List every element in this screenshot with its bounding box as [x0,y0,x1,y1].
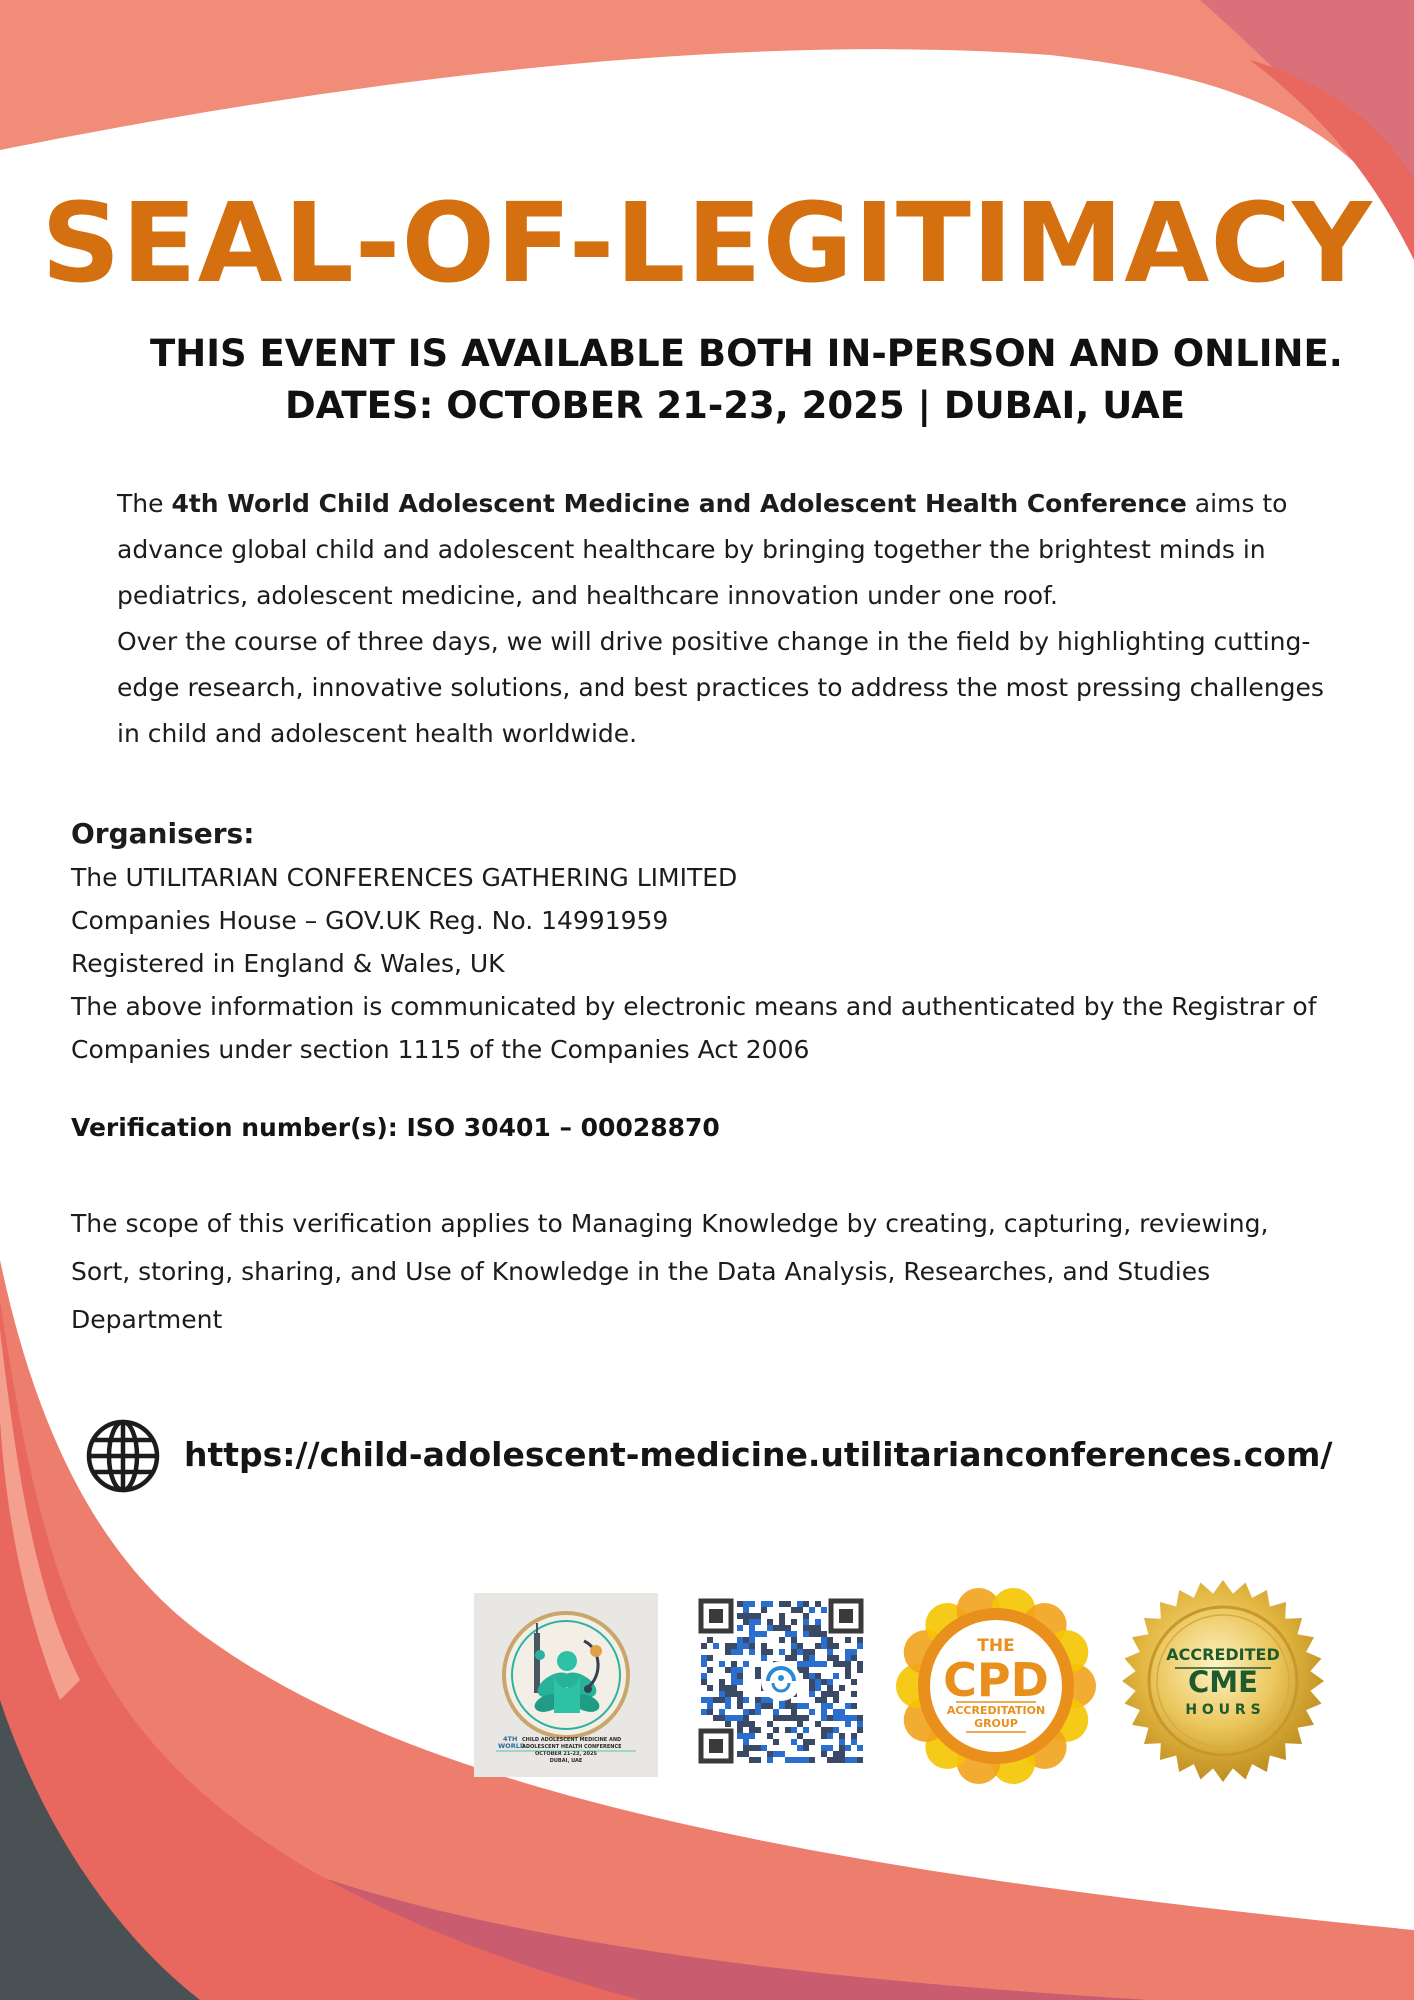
cpd-group: GROUP [974,1717,1018,1730]
cme-accredited: ACCREDITED [1166,1645,1280,1664]
cme-text: CME [1188,1665,1258,1699]
logo-line-4th: 4TH [503,1735,518,1743]
cpd-accreditation: ACCREDITATION [946,1704,1046,1717]
availability-line: THIS EVENT IS AVAILABLE BOTH IN-PERSON AND ONLINE. [150,332,1343,375]
verification-number: Verification number(s): ISO 30401 – 00028870 [71,1113,720,1142]
website-link[interactable]: https://child-adolescent-medicine.utilitarianconferences.com/ [184,1435,1333,1474]
conference-name: 4th World Child Adolescent Medicine and Adolescent Health Conference [171,489,1187,518]
intro-paragraph [117,481,1337,619]
organisers-section [71,812,1341,1071]
verification-scope: The scope of this verification applies to Managing Knowledge by creating, capturing, reviewing, Sort, storing, sharing, and Use of Knowledge in the Data Analysis, Researches, and Studies Department [71,1209,1269,1334]
logo-line-6: DUBAI, UAE [549,1758,583,1764]
intro-rest: aims to advance global child and adolescent healthcare by bringing together the brightest minds in pediatrics, adolescent medicine, and healthcare innovation under one roof. [117,489,1288,610]
cpd-accreditation-badge [894,1584,1098,1788]
logo-line-5: OCTOBER 21-23, 2025 [535,1751,597,1757]
registered-location: Registered in England & Wales, UK [71,949,505,978]
cpd-text: CPD [943,1653,1049,1707]
page-title: SEAL-OF-LEGITIMACY [41,179,1373,307]
intro-section [117,481,1337,757]
cme-hours-seal [1120,1578,1326,1784]
qr-code[interactable] [698,1598,864,1764]
registration-number: Companies House – GOV.UK Reg. No. 14991959 [71,906,669,935]
logo-line-4: ADOLESCENT HEALTH CONFERENCE [522,1744,622,1750]
logo-line-3: CHILD ADOLESCENT MEDICINE AND [522,1737,622,1743]
dates-line: DATES: OCTOBER 21-23, 2025 | DUBAI, UAE [284,384,1186,427]
organisers-heading: Organisers: [71,817,255,850]
event-headline [150,328,1343,432]
organiser-name: The UTILITARIAN CONFERENCES GATHERING LIMITED [71,863,738,892]
cme-hours: H O U R S [1185,1702,1261,1718]
intro-lead: The [117,489,172,518]
authentication-note: The above information is communicated by electronic means and authenticated by the Registrar of Companies under section 1115 of the Companies Act 2006 [71,992,1317,1064]
intro-paragraph-2: Over the course of three days, we will drive positive change in the field by highlighting cutting-edge research, innovative solutions, and best practices to address the most pressing challenges in child and adolescent health worldwide. [117,627,1324,748]
logo-line-world: WORLD [498,1742,526,1750]
globe-icon [85,1418,161,1494]
conference-logo [474,1593,658,1777]
cpd-the: THE [977,1636,1015,1656]
